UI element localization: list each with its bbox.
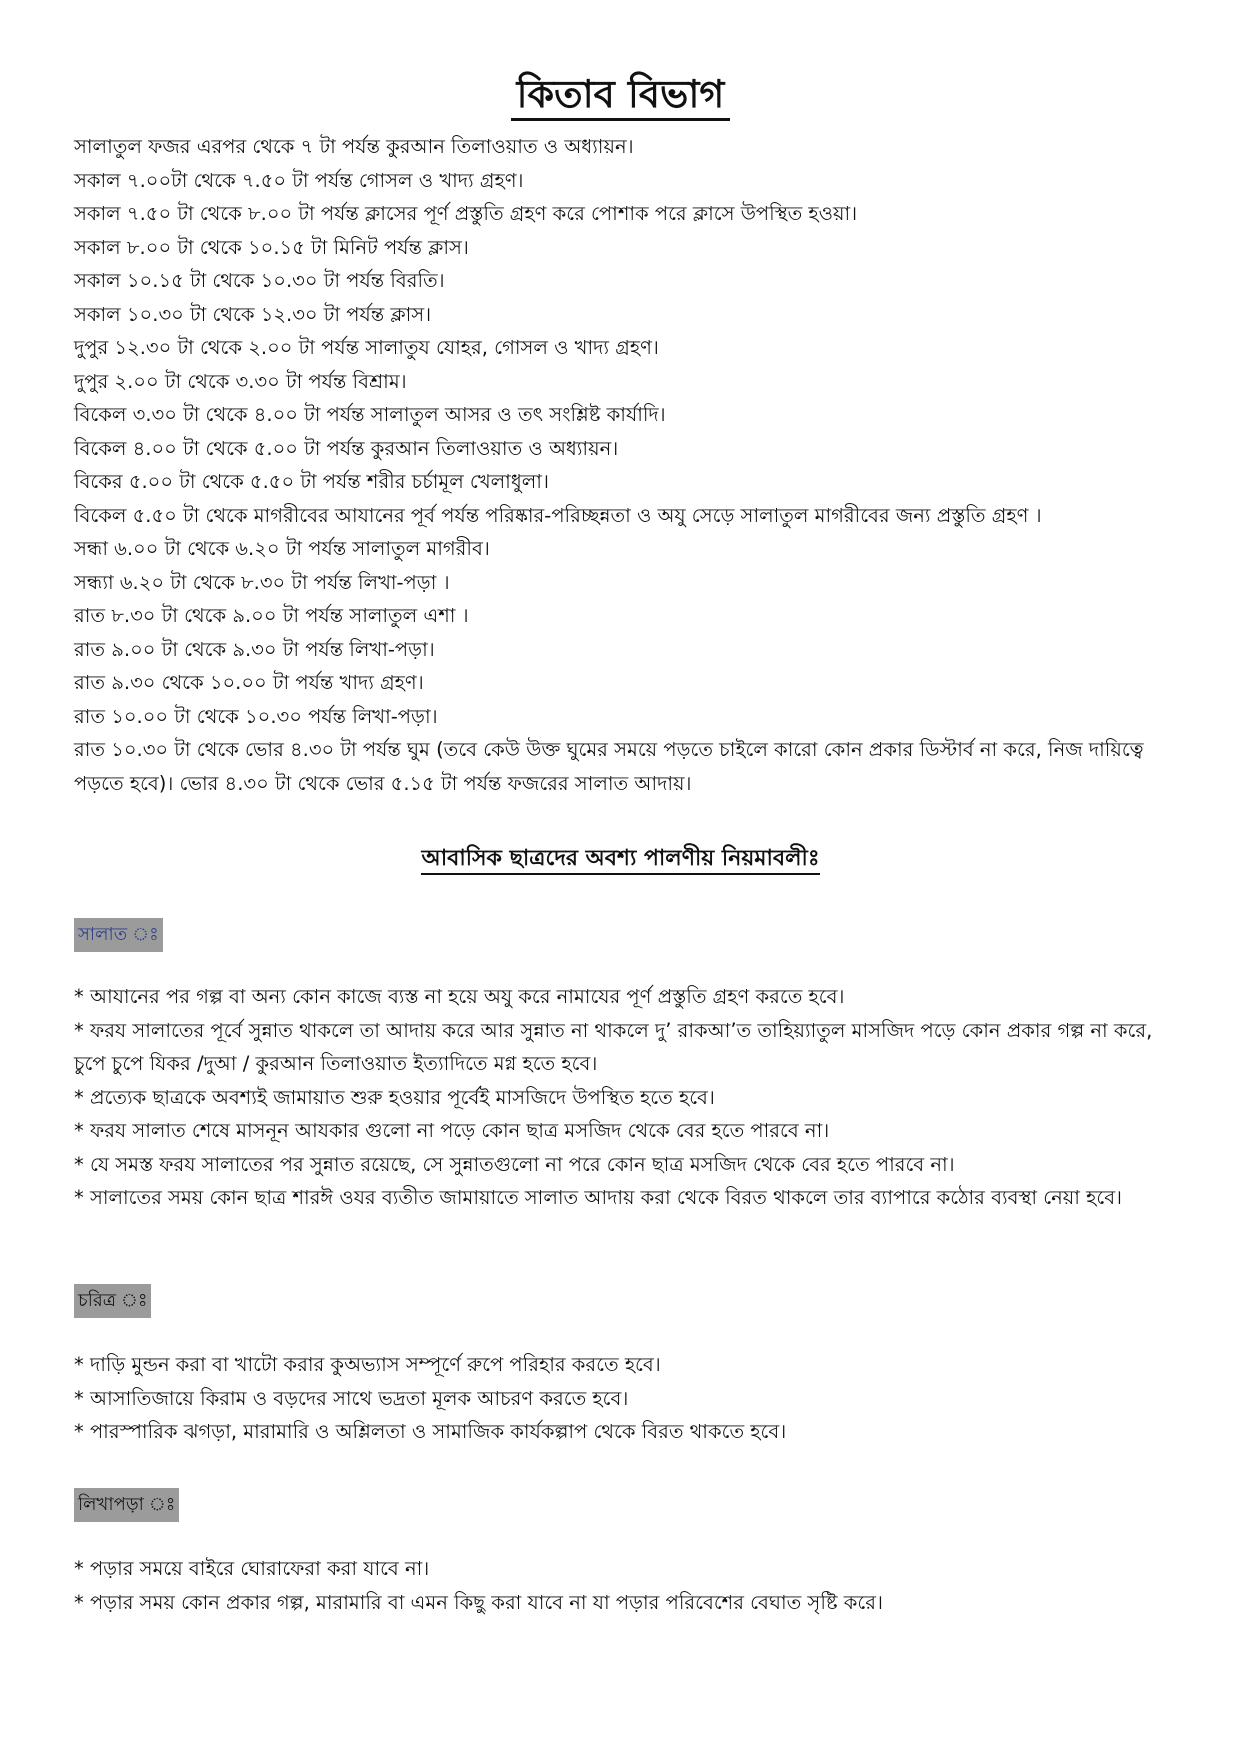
rules-heading <box>0 845 1241 874</box>
page-title <box>0 72 1241 118</box>
rules-list-character <box>74 1348 1174 1449</box>
section-label-study: লিখাপড়া ঃ <box>74 1488 179 1522</box>
rules-list-salat <box>74 980 1174 1215</box>
schedule-item: রাত ১০.০০ টা থেকে ১০.৩০ পর্যন্ত লিখা-পড়া। <box>74 704 438 728</box>
rule-item: * ফরয সালাত শেষে মাসনূন আযকার গুলো না পড়ে কোন ছাত্র মসজিদ থেকে বের হতে পারবে না। <box>74 1119 830 1142</box>
rules-list-study <box>74 1552 1174 1619</box>
section-label-character: চরিত্র ঃ <box>74 1284 151 1318</box>
rule-item: * যে সমস্ত ফরয সালাতের পর সুন্নাত রয়েছে, সে সুন্নাতগুলো না পরে কোন ছাত্র মসজিদ থেকে বের হতে পারবে না। <box>74 1152 955 1176</box>
schedule-item: রাত ৮.৩০ টা থেকে ৯.০০ টা পর্যন্ত সালাতুল এশা । <box>74 604 469 627</box>
schedule-item: রাত ৯.৩০ থেকে ১০.০০ টা পর্যন্ত খাদ্য গ্রহণ। <box>74 671 424 694</box>
rules-heading-text: আবাসিক ছাত্রদের অবশ্য পালণীয় নিয়মাবলীঃ <box>421 846 819 875</box>
schedule-item: সালাতুল ফজর এরপর থেকে ৭ টা পর্যন্ত কুরআন তিলাওয়াত ও অধ্যায়ন। <box>74 135 634 158</box>
schedule-item: বিকেল ৪.০০ টা থেকে ৫.০০ টা পর্যন্ত কুরআন তিলাওয়াত ও অধ্যায়ন। <box>74 436 619 460</box>
rule-item: * সালাতের সময় কোন ছাত্র শারঈ ওযর ব্যতীত জামায়াতে সালাত আদায় করা থেকে বিরত থাকলে তার ব্যাপারে কঠোর ব্যবস্থা নেয়া হবে। <box>74 1186 1123 1209</box>
schedule-item: রাত ১০.৩০ টা থেকে ভোর ৪.৩০ টা পর্যন্ত ঘুম (তবে কেউ উক্ত ঘুমের সময়ে পড়তে চাইলে কারো কোন প্রকার ডিস্টার্ব না করে, নিজ দায়িত্বে পড়তে হবে)। ভোর ৪.৩০ টা থেকে ভোর ৫.১৫ টা পর্যন্ত ফজরের সালাত আদায়। <box>74 738 1144 795</box>
schedule-item: সকাল ১০.৩০ টা থেকে ১২.৩০ টা পর্যন্ত ক্লাস। <box>74 302 432 326</box>
rule-item: * দাড়ি মুন্ডন করা বা খাটো করার কুঅভ্যাস সম্পূর্ণে রুপে পরিহার করতে হবে। <box>74 1353 661 1376</box>
daily-schedule-list <box>74 130 1174 800</box>
rule-item: * আযানের পর গল্প বা অন্য কোন কাজে ব্যস্ত না হয়ে অযু করে নামাযের পূর্ণ প্রস্তুতি গ্রহণ করতে হবে। <box>74 985 845 1008</box>
rule-item: * আসাতিজায়ে কিরাম ও বড়দের সাথে ভদ্রতা মূলক আচরণ করতে হবে। <box>74 1386 629 1410</box>
schedule-item: বিকেল ৩.৩০ টা থেকে ৪.০০ টা পর্যন্ত সালাতুল আসর ও তৎ সংশ্লিষ্ট কার্যাদি। <box>74 403 666 426</box>
schedule-item: সন্ধ্যা ৬.২০ টা থেকে ৮.৩০ টা পর্যন্ত লিখা-পড়া । <box>74 570 450 594</box>
schedule-item: দুপুর ২.০০ টা থেকে ৩.৩০ টা পর্যন্ত বিশ্রাম। <box>74 369 407 393</box>
rule-item: * পড়ার সময় কোন প্রকার গল্প, মারামারি বা এমন কিছু করা যাবে না যা পড়ার পরিবেশের বেঘাত সৃষ্টি করে। <box>74 1590 883 1614</box>
schedule-item: সন্ধা ৬.০০ টা থেকে ৬.২০ টা পর্যন্ত সালাতুল মাগরীব। <box>74 537 490 560</box>
schedule-item: সকাল ১০.১৫ টা থেকে ১০.৩০ টা পর্যন্ত বিরতি। <box>74 269 445 292</box>
rule-item: * পড়ার সময়ে বাইরে ঘোরাফেরা করা যাবে না। <box>74 1557 430 1580</box>
page-title-text: কিতাব বিভাগ <box>511 72 731 121</box>
schedule-item: সকাল ৭.৫০ টা থেকে ৮.০০ টা পর্যন্ত ক্লাসের পূর্ণ প্রস্তুতি গ্রহণ করে পোশাক পরে ক্লাসে উপস্থিত হওয়া। <box>74 202 858 225</box>
schedule-item: সকাল ৮.০০ টা থেকে ১০.১৫ টা মিনিট পর্যন্ত ক্লাস। <box>74 235 469 259</box>
rule-item: * ফরয সালাতের পূর্বে সুন্নাত থাকলে তা আদায় করে আর সুন্নাত না থাকলে দু’ রাকআ’ত তাহিয়্যাতুল মাসজিদ পড়ে কোন প্রকার গল্প না করে, চুপে চুপে যিকর /দুআ / কুরআন তিলাওয়াত ইত্যাদিতে মগ্ন হতে হবে। <box>74 1018 1153 1075</box>
schedule-item: দুপুর ১২.৩০ টা থেকে ২.০০ টা পর্যন্ত সালাতুয যোহর, গোসল ও খাদ্য গ্রহণ। <box>74 336 659 359</box>
schedule-item: বিকের ৫.০০ টা থেকে ৫.৫০ টা পর্যন্ত শরীর চর্চামূল খেলাধুলা। <box>74 470 549 493</box>
rule-item: * পারস্পারিক ঝগড়া, মারামারি ও অশ্লিলতা ও সামাজিক কার্যকল্পাপ থেকে বিরত থাকতে হবে। <box>74 1420 787 1443</box>
schedule-item: সকাল ৭.০০টা থেকে ৭.৫০ টা পর্যন্ত গোসল ও খাদ্য গ্রহণ। <box>74 168 524 192</box>
section-label-salat: সালাত ঃ <box>74 918 163 952</box>
schedule-item: রাত ৯.০০ টা থেকে ৯.৩০ টা পর্যন্ত লিখা-পড়া। <box>74 637 435 661</box>
schedule-item: বিকেল ৫.৫০ টা থেকে মাগরীবের আযানের পূর্ব পর্যন্ত পরিষ্কার-পরিচ্ছন্নতা ও অযু সেড়ে সালাতুল মাগরীবের জন্য প্রস্তুতি গ্রহণ । <box>74 503 1042 527</box>
rule-item: * প্রত্যেক ছাত্রকে অবশ্যই জামায়াত শুরু হওয়ার পূর্বেই মাসজিদে উপস্থিত হতে হবে। <box>74 1085 715 1109</box>
